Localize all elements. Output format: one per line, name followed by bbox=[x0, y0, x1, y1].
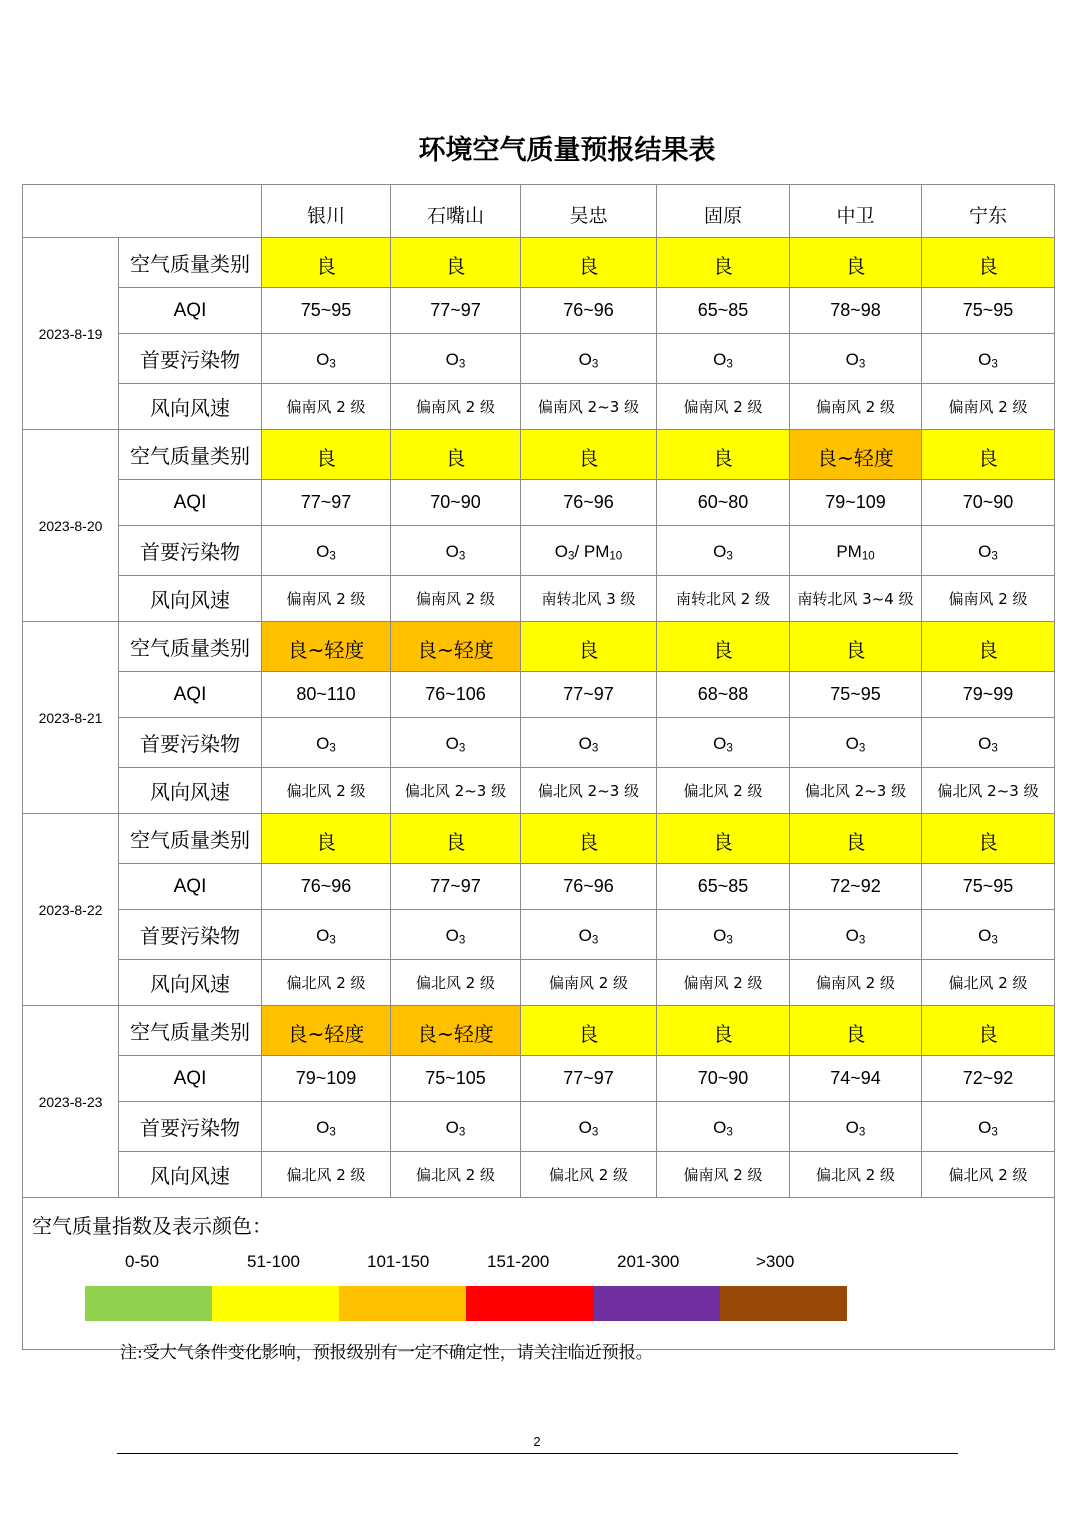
aqi-value: 75~95 bbox=[922, 288, 1055, 334]
wind-forecast: 南转北风 2 级 bbox=[657, 576, 790, 622]
aqi-value: 76~96 bbox=[521, 288, 657, 334]
row-label-aqi: AQI bbox=[119, 480, 262, 526]
corner-cell bbox=[23, 185, 262, 238]
pollutant-subscript: 3 bbox=[591, 1126, 599, 1139]
wind-forecast: 偏北风 2 级 bbox=[521, 1152, 657, 1198]
forecast-row-aqi bbox=[23, 1056, 1055, 1102]
forecast-row-aqi bbox=[23, 288, 1055, 334]
row-label-pollutant: 首要污染物 bbox=[119, 1102, 262, 1152]
primary-pollutant bbox=[391, 718, 521, 768]
pollutant-subscript: 3 bbox=[726, 1126, 733, 1139]
pollutant-name: O bbox=[713, 1118, 727, 1138]
forecast-row-category bbox=[23, 814, 1055, 864]
wind-forecast: 偏北风 2 级 bbox=[391, 1152, 521, 1198]
pollutant-name: O bbox=[578, 926, 592, 946]
row-label-aqi: AQI bbox=[119, 1056, 262, 1102]
air-quality-category: 良 bbox=[922, 1006, 1055, 1056]
pollutant-subscript: 3 bbox=[458, 934, 466, 947]
pollutant-name: O bbox=[978, 542, 992, 562]
wind-forecast: 偏北风 2~3 级 bbox=[790, 768, 922, 814]
pollutant-subscript: 3 bbox=[329, 934, 336, 947]
pollutant-subscript: 3 bbox=[858, 1126, 866, 1139]
primary-pollutant bbox=[657, 718, 790, 768]
pollutant-subscript: 3 bbox=[991, 1126, 998, 1139]
aqi-value: 70~90 bbox=[657, 1056, 790, 1102]
pollutant-subscript: 3 bbox=[726, 742, 733, 755]
pollutant-subscript: 3 bbox=[568, 550, 575, 563]
air-quality-category: 良 bbox=[391, 430, 521, 480]
pollutant-name: O bbox=[316, 542, 330, 562]
aqi-value: 65~85 bbox=[657, 288, 790, 334]
primary-pollutant bbox=[922, 1102, 1055, 1152]
city-header: 中卫 bbox=[790, 185, 922, 238]
primary-pollutant bbox=[391, 526, 521, 576]
wind-forecast: 偏北风 2 级 bbox=[922, 1152, 1055, 1198]
aqi-value: 76~96 bbox=[521, 480, 657, 526]
air-quality-category: 良 bbox=[391, 814, 521, 864]
forecast-row-category bbox=[23, 430, 1055, 480]
pollutant-subscript: 3 bbox=[858, 358, 866, 371]
pollutant-name: O bbox=[713, 734, 727, 754]
pollutant-subscript: 3 bbox=[458, 358, 466, 371]
forecast-row-pollutant bbox=[23, 910, 1055, 960]
primary-pollutant bbox=[922, 910, 1055, 960]
forecast-date: 2023-8-23 bbox=[23, 1006, 119, 1198]
legend-color-swatch bbox=[720, 1286, 847, 1321]
pollutant-subscript: 3 bbox=[991, 934, 998, 947]
wind-forecast: 偏南风 2 级 bbox=[657, 1152, 790, 1198]
pollutant-name: PM bbox=[836, 542, 862, 562]
pollutant-subscript: 3 bbox=[726, 550, 733, 563]
forecast-row-category bbox=[23, 1006, 1055, 1056]
forecast-table bbox=[22, 184, 1055, 1350]
primary-pollutant bbox=[262, 718, 391, 768]
forecast-date: 2023-8-21 bbox=[23, 622, 119, 814]
primary-pollutant bbox=[521, 1102, 657, 1152]
pollutant-name: O bbox=[316, 734, 330, 754]
legend-range-label: 151-200 bbox=[487, 1252, 550, 1271]
wind-forecast: 南转北风 3~4 级 bbox=[790, 576, 922, 622]
wind-forecast: 偏南风 2 级 bbox=[262, 384, 391, 430]
legend-range-label: >300 bbox=[756, 1252, 795, 1271]
air-quality-category: 良 bbox=[922, 430, 1055, 480]
forecast-row-wind bbox=[23, 576, 1055, 622]
aqi-value: 74~94 bbox=[790, 1056, 922, 1102]
air-quality-category: 良 bbox=[790, 814, 922, 864]
pollutant-name: O bbox=[445, 350, 459, 370]
primary-pollutant bbox=[790, 526, 922, 576]
pollutant-subscript: 3 bbox=[991, 358, 998, 371]
air-quality-category: 良 bbox=[391, 238, 521, 288]
aqi-value: 72~92 bbox=[922, 1056, 1055, 1102]
aqi-value: 77~97 bbox=[391, 864, 521, 910]
primary-pollutant bbox=[262, 334, 391, 384]
aqi-value: 70~90 bbox=[922, 480, 1055, 526]
forecast-date: 2023-8-20 bbox=[23, 430, 119, 622]
city-header: 宁东 bbox=[922, 185, 1055, 238]
aqi-value: 76~106 bbox=[391, 672, 521, 718]
city-header-row bbox=[23, 185, 1055, 238]
aqi-value: 78~98 bbox=[790, 288, 922, 334]
pollutant-name: O bbox=[554, 542, 568, 562]
primary-pollutant bbox=[521, 910, 657, 960]
pollutant-subscript: 3 bbox=[458, 1126, 466, 1139]
air-quality-category: 良 bbox=[262, 430, 391, 480]
forecast-row-pollutant bbox=[23, 526, 1055, 576]
wind-forecast: 偏南风 2 级 bbox=[521, 960, 657, 1006]
air-quality-category: 良~轻度 bbox=[391, 1006, 521, 1056]
pollutant-name: O bbox=[445, 734, 459, 754]
primary-pollutant bbox=[790, 910, 922, 960]
wind-forecast: 偏南风 2 级 bbox=[657, 960, 790, 1006]
aqi-value: 60~80 bbox=[657, 480, 790, 526]
air-quality-category: 良 bbox=[657, 1006, 790, 1056]
legend-title: 空气质量指数及表示颜色： bbox=[32, 1214, 272, 1238]
wind-forecast: 偏南风 2 级 bbox=[657, 384, 790, 430]
forecast-note: 注:受大气条件变化影响，预报级别有一定不确定性，请关注临近预报。 bbox=[120, 1343, 653, 1363]
legend-range-label: 101-150 bbox=[367, 1252, 430, 1271]
primary-pollutant bbox=[262, 910, 391, 960]
pollutant-subscript: 3 bbox=[726, 358, 733, 371]
wind-forecast: 偏南风 2~3 级 bbox=[521, 384, 657, 430]
forecast-date: 2023-8-22 bbox=[23, 814, 119, 1006]
wind-forecast: 偏南风 2 级 bbox=[262, 576, 391, 622]
row-label-category: 空气质量类别 bbox=[119, 814, 262, 864]
primary-pollutant bbox=[922, 526, 1055, 576]
wind-forecast: 偏北风 2~3 级 bbox=[922, 768, 1055, 814]
wind-forecast: 偏北风 2 级 bbox=[657, 768, 790, 814]
row-label-category: 空气质量类别 bbox=[119, 238, 262, 288]
aqi-value: 80~110 bbox=[262, 672, 391, 718]
air-quality-category: 良 bbox=[657, 814, 790, 864]
forecast-row-aqi bbox=[23, 480, 1055, 526]
primary-pollutant bbox=[922, 718, 1055, 768]
pollutant-subscript: 3 bbox=[329, 1126, 336, 1139]
pollutant-name: O bbox=[978, 734, 992, 754]
pollutant-name: O bbox=[845, 350, 859, 370]
pollutant-name: O bbox=[978, 926, 992, 946]
wind-forecast: 偏北风 2 级 bbox=[922, 960, 1055, 1006]
forecast-row-category bbox=[23, 238, 1055, 288]
air-quality-category: 良 bbox=[521, 814, 657, 864]
page-title: 环境空气质量预报结果表 bbox=[418, 135, 716, 166]
aqi-value: 76~96 bbox=[262, 864, 391, 910]
aqi-value: 68~88 bbox=[657, 672, 790, 718]
air-quality-category: 良 bbox=[262, 814, 391, 864]
air-quality-category: 良 bbox=[657, 238, 790, 288]
legend-range-label: 0-50 bbox=[125, 1252, 160, 1271]
row-label-pollutant: 首要污染物 bbox=[119, 334, 262, 384]
forecast-row-wind bbox=[23, 960, 1055, 1006]
pollutant-name: O bbox=[445, 542, 459, 562]
air-quality-category: 良~轻度 bbox=[262, 622, 391, 672]
wind-forecast: 偏南风 2 级 bbox=[391, 576, 521, 622]
pollutant-name: O bbox=[578, 1118, 592, 1138]
page-number: 2 bbox=[533, 1434, 541, 1449]
pollutant-subscript: 3 bbox=[991, 550, 998, 563]
forecast-row-pollutant bbox=[23, 718, 1055, 768]
row-label-wind: 风向风速 bbox=[119, 384, 262, 430]
aqi-value: 70~90 bbox=[391, 480, 521, 526]
pollutant-subscript: 10 bbox=[609, 550, 623, 563]
wind-forecast: 偏北风 2~3 级 bbox=[521, 768, 657, 814]
air-quality-category: 良 bbox=[657, 622, 790, 672]
pollutant-name: O bbox=[445, 1118, 459, 1138]
aqi-value: 75~95 bbox=[262, 288, 391, 334]
primary-pollutant bbox=[391, 910, 521, 960]
forecast-row-wind bbox=[23, 768, 1055, 814]
air-quality-category: 良 bbox=[521, 430, 657, 480]
wind-forecast: 偏北风 2 级 bbox=[391, 960, 521, 1006]
pollutant-name: O bbox=[316, 1118, 330, 1138]
aqi-value: 77~97 bbox=[391, 288, 521, 334]
primary-pollutant bbox=[657, 910, 790, 960]
forecast-row-wind bbox=[23, 384, 1055, 430]
air-quality-category: 良 bbox=[790, 1006, 922, 1056]
wind-forecast: 偏南风 2 级 bbox=[790, 384, 922, 430]
row-label-wind: 风向风速 bbox=[119, 576, 262, 622]
pollutant-name: O bbox=[316, 350, 330, 370]
pollutant-subscript: 3 bbox=[591, 742, 599, 755]
wind-forecast: 偏北风 2 级 bbox=[262, 960, 391, 1006]
wind-forecast: 偏北风 2 级 bbox=[262, 768, 391, 814]
air-quality-category: 良~轻度 bbox=[790, 430, 922, 480]
city-header: 石嘴山 bbox=[391, 185, 521, 238]
legend-color-swatch bbox=[339, 1286, 466, 1321]
primary-pollutant bbox=[790, 334, 922, 384]
air-quality-category: 良 bbox=[262, 238, 391, 288]
legend-panel bbox=[23, 1198, 1055, 1350]
wind-forecast: 南转北风 3 级 bbox=[521, 576, 657, 622]
legend-color-swatch bbox=[466, 1286, 593, 1321]
aqi-value: 75~95 bbox=[922, 864, 1055, 910]
row-label-wind: 风向风速 bbox=[119, 1152, 262, 1198]
row-label-category: 空气质量类别 bbox=[119, 622, 262, 672]
primary-pollutant bbox=[391, 334, 521, 384]
pollutant-name: O bbox=[445, 926, 459, 946]
row-label-category: 空气质量类别 bbox=[119, 430, 262, 480]
aqi-value: 75~95 bbox=[790, 672, 922, 718]
primary-pollutant bbox=[657, 1102, 790, 1152]
pollutant-subscript: 3 bbox=[329, 358, 336, 371]
pollutant-subscript: 3 bbox=[858, 934, 866, 947]
aqi-value: 76~96 bbox=[521, 864, 657, 910]
air-quality-category: 良 bbox=[922, 814, 1055, 864]
city-header: 固原 bbox=[657, 185, 790, 238]
wind-forecast: 偏北风 2 级 bbox=[790, 1152, 922, 1198]
legend-range-label: 201-300 bbox=[617, 1252, 680, 1271]
row-label-category: 空气质量类别 bbox=[119, 1006, 262, 1056]
primary-pollutant bbox=[922, 334, 1055, 384]
pollutant-subscript: 3 bbox=[329, 742, 336, 755]
forecast-row-aqi bbox=[23, 864, 1055, 910]
air-quality-category: 良 bbox=[521, 622, 657, 672]
air-quality-category: 良~轻度 bbox=[262, 1006, 391, 1056]
forecast-row-pollutant bbox=[23, 334, 1055, 384]
legend-color-swatch bbox=[593, 1286, 720, 1321]
primary-pollutant bbox=[657, 334, 790, 384]
forecast-row-aqi bbox=[23, 672, 1055, 718]
primary-pollutant bbox=[521, 526, 657, 576]
aqi-value: 75~105 bbox=[391, 1056, 521, 1102]
primary-pollutant bbox=[391, 1102, 521, 1152]
pollutant-name: O bbox=[316, 926, 330, 946]
primary-pollutant bbox=[790, 1102, 922, 1152]
row-label-aqi: AQI bbox=[119, 288, 262, 334]
aqi-value: 77~97 bbox=[521, 672, 657, 718]
primary-pollutant bbox=[521, 718, 657, 768]
row-label-pollutant: 首要污染物 bbox=[119, 910, 262, 960]
pollutant-name: O bbox=[578, 734, 592, 754]
row-label-wind: 风向风速 bbox=[119, 768, 262, 814]
pollutant-subscript: 3 bbox=[858, 742, 866, 755]
forecast-row-wind bbox=[23, 1152, 1055, 1198]
city-header: 吴忠 bbox=[521, 185, 657, 238]
forecast-row-pollutant bbox=[23, 1102, 1055, 1152]
pollutant-name: O bbox=[845, 1118, 859, 1138]
wind-forecast: 偏南风 2 级 bbox=[922, 384, 1055, 430]
pollutant-subscript: 10 bbox=[861, 550, 875, 563]
aqi-value: 77~97 bbox=[262, 480, 391, 526]
wind-forecast: 偏南风 2 级 bbox=[391, 384, 521, 430]
air-quality-category: 良 bbox=[657, 430, 790, 480]
pollutant-name: O bbox=[978, 350, 992, 370]
wind-forecast: 偏南风 2 级 bbox=[790, 960, 922, 1006]
row-label-wind: 风向风速 bbox=[119, 960, 262, 1006]
air-quality-category: 良~轻度 bbox=[391, 622, 521, 672]
aqi-value: 79~99 bbox=[922, 672, 1055, 718]
pollutant-name: / PM bbox=[574, 542, 610, 562]
pollutant-subscript: 3 bbox=[726, 934, 733, 947]
pollutant-subscript: 3 bbox=[991, 742, 998, 755]
aqi-value: 72~92 bbox=[790, 864, 922, 910]
row-label-pollutant: 首要污染物 bbox=[119, 526, 262, 576]
pollutant-subscript: 3 bbox=[458, 550, 466, 563]
pollutant-subscript: 3 bbox=[591, 934, 599, 947]
primary-pollutant bbox=[262, 526, 391, 576]
aqi-value: 79~109 bbox=[790, 480, 922, 526]
row-label-aqi: AQI bbox=[119, 672, 262, 718]
row-label-pollutant: 首要污染物 bbox=[119, 718, 262, 768]
primary-pollutant bbox=[521, 334, 657, 384]
wind-forecast: 偏南风 2 级 bbox=[922, 576, 1055, 622]
wind-forecast: 偏北风 2~3 级 bbox=[391, 768, 521, 814]
pollutant-name: O bbox=[978, 1118, 992, 1138]
air-quality-category: 良 bbox=[521, 1006, 657, 1056]
forecast-date: 2023-8-19 bbox=[23, 238, 119, 430]
pollutant-subscript: 3 bbox=[591, 358, 599, 371]
legend-color-swatch bbox=[85, 1286, 212, 1321]
pollutant-name: O bbox=[713, 926, 727, 946]
city-header: 银川 bbox=[262, 185, 391, 238]
pollutant-subscript: 3 bbox=[458, 742, 466, 755]
aqi-value: 79~109 bbox=[262, 1056, 391, 1102]
air-quality-category: 良 bbox=[521, 238, 657, 288]
footer-divider bbox=[117, 1453, 958, 1454]
row-label-aqi: AQI bbox=[119, 864, 262, 910]
legend-range-label: 51-100 bbox=[247, 1252, 300, 1271]
air-quality-category: 良 bbox=[922, 238, 1055, 288]
pollutant-name: O bbox=[845, 734, 859, 754]
legend-color-swatch bbox=[212, 1286, 339, 1321]
pollutant-name: O bbox=[578, 350, 592, 370]
primary-pollutant bbox=[657, 526, 790, 576]
primary-pollutant bbox=[790, 718, 922, 768]
aqi-value: 77~97 bbox=[521, 1056, 657, 1102]
air-quality-category: 良 bbox=[922, 622, 1055, 672]
aqi-value: 65~85 bbox=[657, 864, 790, 910]
pollutant-name: O bbox=[845, 926, 859, 946]
air-quality-category: 良 bbox=[790, 238, 922, 288]
primary-pollutant bbox=[262, 1102, 391, 1152]
legend-row bbox=[23, 1198, 1055, 1350]
air-quality-category: 良 bbox=[790, 622, 922, 672]
wind-forecast: 偏北风 2 级 bbox=[262, 1152, 391, 1198]
forecast-row-category bbox=[23, 622, 1055, 672]
pollutant-subscript: 3 bbox=[329, 550, 336, 563]
pollutant-name: O bbox=[713, 350, 727, 370]
pollutant-name: O bbox=[713, 542, 727, 562]
